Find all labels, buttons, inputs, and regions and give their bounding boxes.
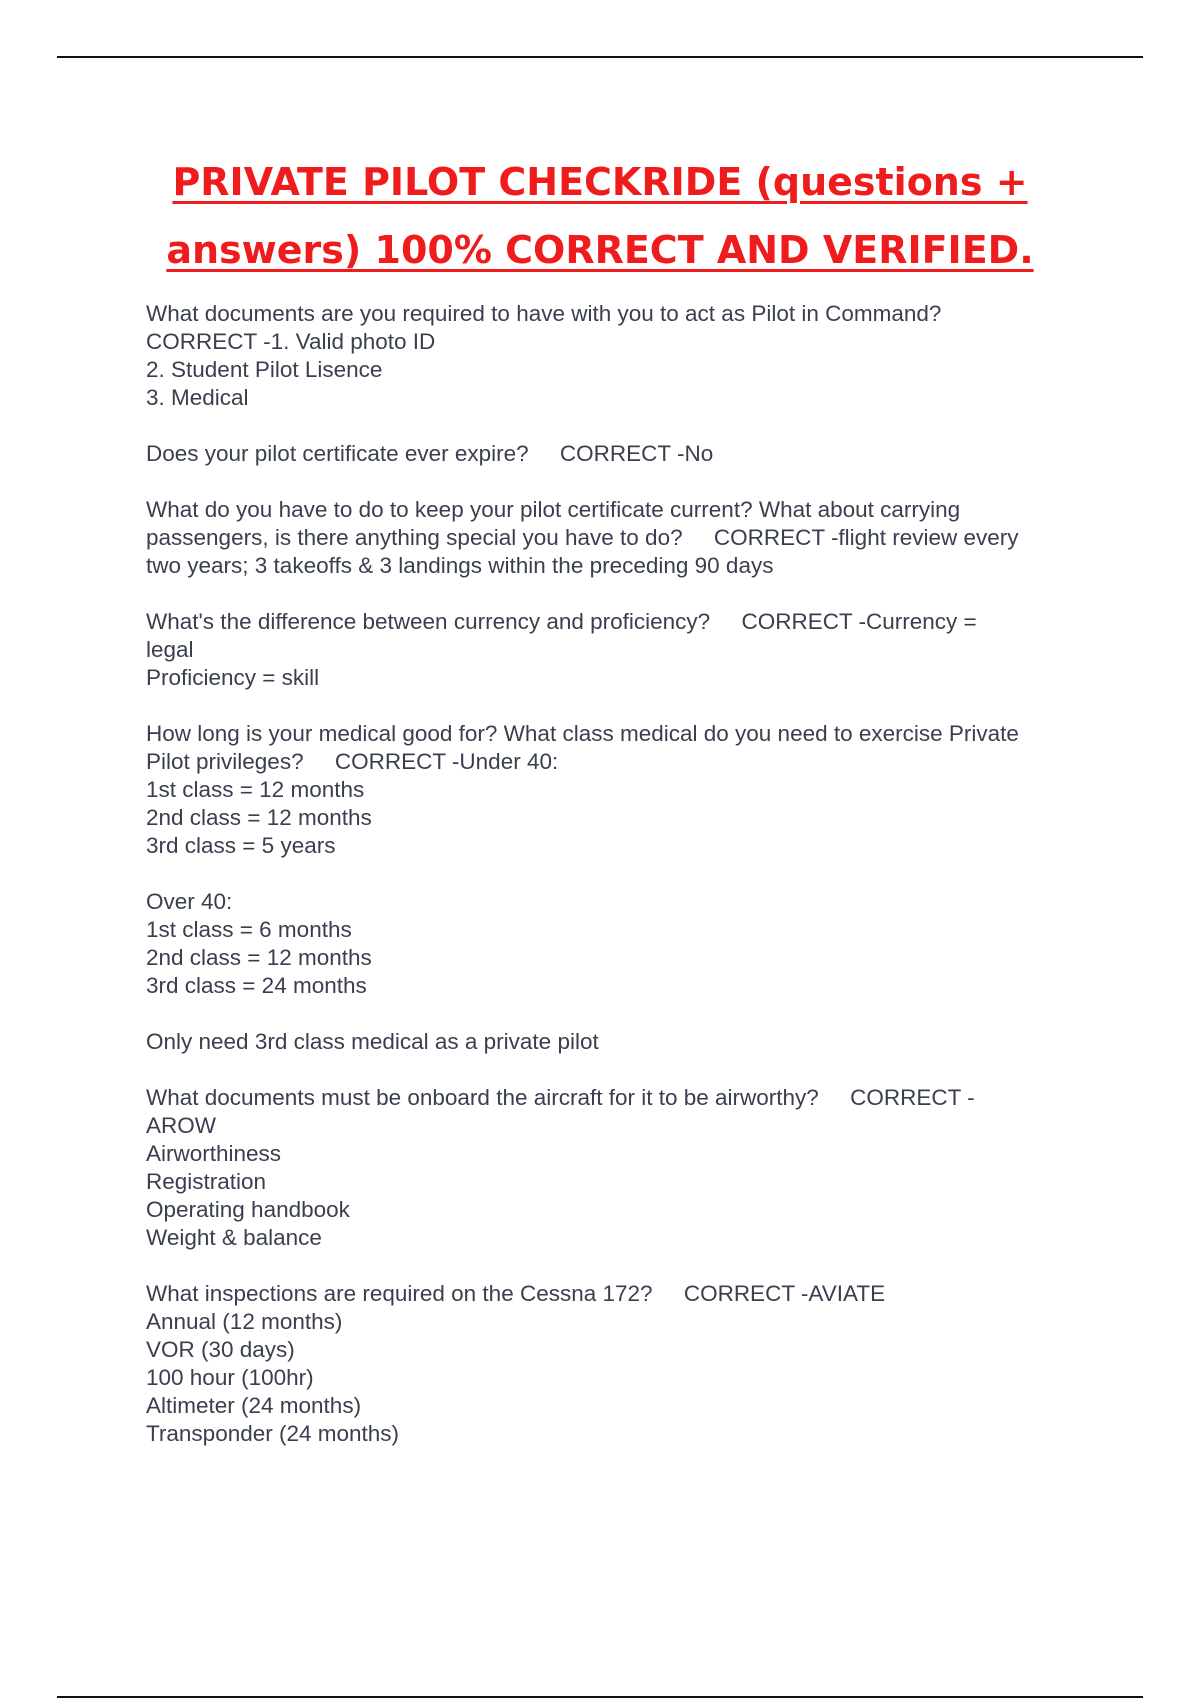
qa-line: Pilot privileges? CORRECT -Under 40: — [146, 749, 559, 774]
qa-block-pic-documents — [146, 300, 1096, 412]
qa-line: What inspections are required on the Cessna 172? CORRECT -AVIATE — [146, 1281, 886, 1306]
qa-line: VOR (30 days) — [146, 1337, 295, 1362]
qa-block-certificate-current — [146, 496, 1096, 580]
qa-line: legal — [146, 637, 194, 662]
qa-line: 2. Student Pilot Lisence — [146, 357, 383, 382]
qa-line: What's the difference between currency and proficiency? CORRECT -Currency = — [146, 609, 977, 634]
qa-line: How long is your medical good for? What class medical do you need to exercise Private — [146, 721, 1019, 746]
qa-line: Registration — [146, 1169, 267, 1194]
qa-block-third-class-note — [146, 1028, 1096, 1056]
qa-line: What documents are you required to have with you to act as Pilot in Command? — [146, 301, 942, 326]
bottom-rule — [57, 1696, 1143, 1698]
document-title — [60, 148, 1140, 284]
top-rule — [57, 56, 1143, 58]
qa-line: two years; 3 takeoffs & 3 landings within the preceding 90 days — [146, 553, 774, 578]
qa-line: CORRECT -1. Valid photo ID — [146, 329, 436, 354]
qa-line: Annual (12 months) — [146, 1309, 343, 1334]
qa-line: Transponder (24 months) — [146, 1421, 400, 1446]
qa-line: AROW — [146, 1113, 216, 1138]
qa-line: Weight & balance — [146, 1225, 322, 1250]
qa-line: Proficiency = skill — [146, 665, 320, 690]
qa-line: Altimeter (24 months) — [146, 1393, 362, 1418]
title-line-2: answers) 100% CORRECT AND VERIFIED. — [166, 228, 1034, 272]
qa-line: What do you have to do to keep your pilot certificate current? What about carrying — [146, 497, 961, 522]
qa-line: 2nd class = 12 months — [146, 945, 372, 970]
qa-line: passengers, is there anything special you have to do? CORRECT -flight review every — [146, 525, 1019, 550]
qa-line: 100 hour (100hr) — [146, 1365, 314, 1390]
qa-line: What documents must be onboard the aircraft for it to be airworthy? CORRECT - — [146, 1085, 975, 1110]
qa-line: 3rd class = 5 years — [146, 833, 336, 858]
qa-line: Only need 3rd class medical as a private pilot — [146, 1029, 599, 1054]
qa-line: 3. Medical — [146, 385, 249, 410]
qa-line: Does your pilot certificate ever expire? CORRECT -No — [146, 441, 714, 466]
qa-block-certificate-expire — [146, 440, 1096, 468]
qa-line: Airworthiness — [146, 1141, 282, 1166]
qa-line: 3rd class = 24 months — [146, 973, 367, 998]
qa-line: 1st class = 12 months — [146, 777, 365, 802]
qa-block-currency-proficiency — [146, 608, 1096, 692]
qa-line: 2nd class = 12 months — [146, 805, 372, 830]
qa-block-arow — [146, 1084, 1096, 1252]
qa-block-medical-over-40 — [146, 888, 1096, 1000]
title-line-1: PRIVATE PILOT CHECKRIDE (questions + — [172, 160, 1028, 204]
qa-line: 1st class = 6 months — [146, 917, 352, 942]
qa-block-aviate — [146, 1280, 1096, 1448]
qa-block-medical-under-40 — [146, 720, 1096, 860]
qa-content — [146, 300, 1096, 1476]
qa-line: Operating handbook — [146, 1197, 350, 1222]
qa-line: Over 40: — [146, 889, 233, 914]
